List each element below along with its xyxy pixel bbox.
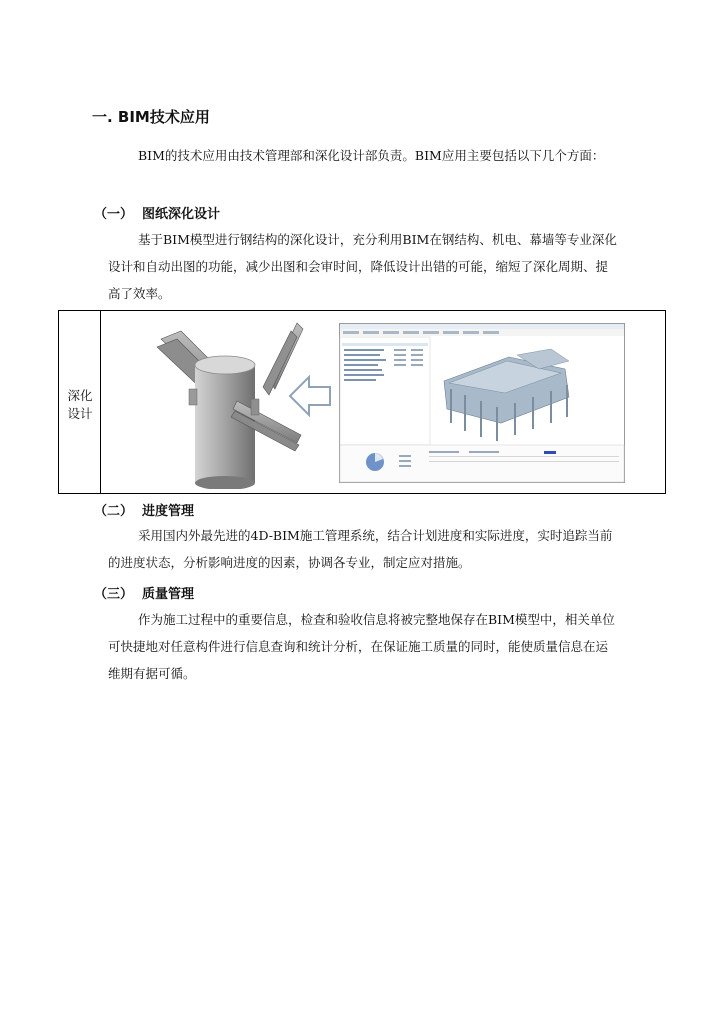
figure-table	[58, 310, 666, 494]
subsection-title: 质量管理	[142, 587, 195, 602]
bim-software-screenshot	[339, 323, 625, 483]
subsection-title: 图纸深化设计	[142, 207, 221, 222]
subsection-number: （三）	[94, 587, 134, 602]
figure-label-line1: 深化	[67, 388, 93, 403]
subsection-number: （二）	[94, 504, 134, 519]
subsection-heading-1	[94, 203, 220, 222]
subsection-title: 进度管理	[142, 504, 195, 519]
figure-label-line2: 设计	[67, 406, 93, 421]
arrow-left-icon	[287, 373, 333, 419]
figure-label	[59, 387, 101, 423]
subsection-body-2: 采用国内外最先进的4D-BIM施工管理系统，结合计划进度和实际进度，实时追踪当前的进度状态，分析影响进度的因素，协调各专业，制定应对措施。	[108, 528, 613, 570]
subsection-number: （一）	[94, 207, 134, 222]
subsection-body-1: 基于BIM模型进行钢结构的深化设计，充分利用BIM在钢结构、机电、幕墙等专业深化设计和自动出图的功能，减少出图和会审时间，降低设计出错的可能，缩短了深化周期、提高了效率。	[108, 232, 617, 301]
figure-label-cell	[59, 311, 101, 493]
subsection-body-3: 作为施工过程中的重要信息，检查和验收信息将被完整地保存在BIM模型中，相关单位可快捷地对任意构件进行信息查询和统计分析，在保证施工质量的同时，能使质量信息在运维期有据可循。	[108, 612, 615, 681]
section-title: 一. BIM技术应用	[92, 108, 210, 126]
section-intro: BIM的技术应用由技术管理部和深化设计部负责。BIM应用主要包括以下几个方面：	[138, 148, 605, 163]
subsection-heading-3	[94, 583, 194, 602]
subsection-heading-2	[94, 500, 194, 519]
